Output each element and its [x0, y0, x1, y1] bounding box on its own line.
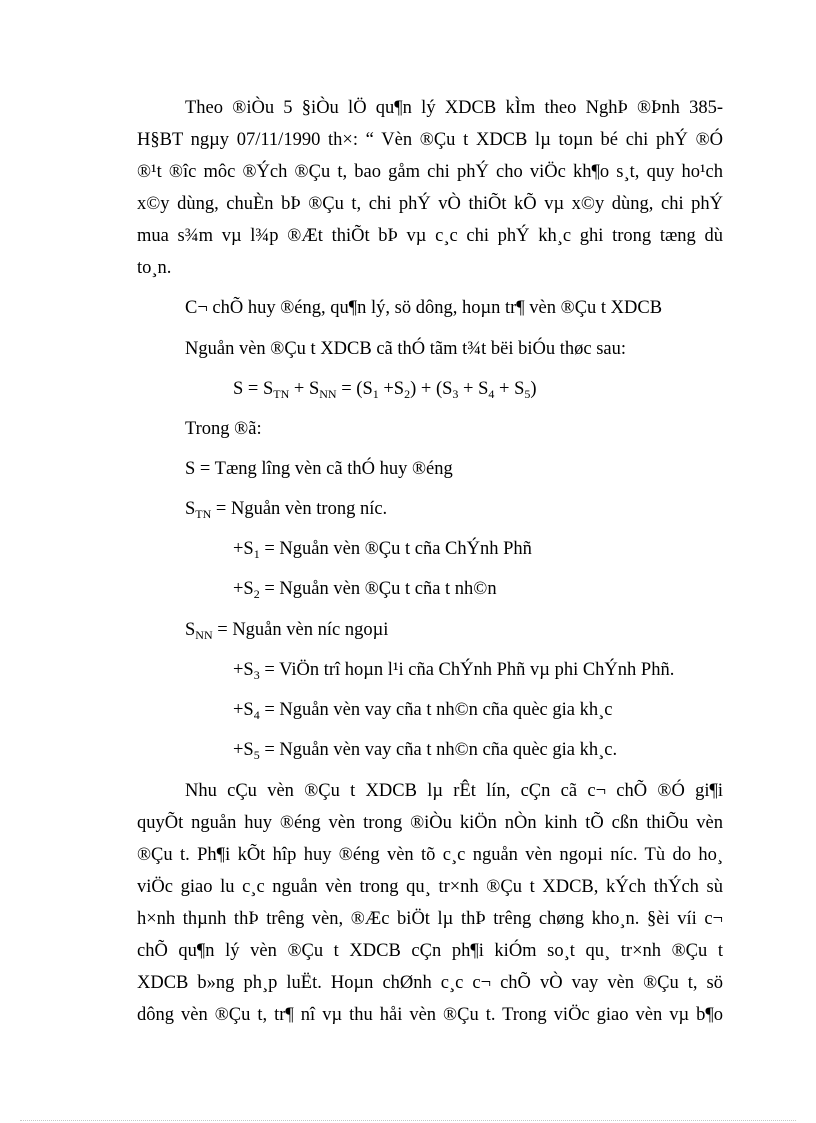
paragraph-line: to¸n.	[137, 258, 172, 278]
paragraph-line: ®Çu t. Ph¶i kÕt hîp huy ®éng vèn tõ c¸c nguån vèn ngoµi níc. Tù do ho¸	[137, 845, 723, 865]
capital-source-line: Nguån vèn ®Çu t XDCB cã thÓ tãm t¾t bëi biÓu thøc sau:	[185, 339, 627, 359]
paragraph-line: chÕ qu¶n lý vèn ®Çu t XDCB cÇn ph¶i kiÓm so¸t qu¸ tr×nh ®Çu t	[137, 941, 723, 961]
source-item-s2: $+S_2$ = Nguån vèn ®Çu t cña t nh©n	[233, 579, 497, 601]
paragraph-line: dông vèn ®Çu t, tr¶ nî vµ thu håi vèn ®Çu t. Trong viÖc giao vèn vµ b¶o	[137, 1005, 723, 1025]
paragraph-line: XDCB b»ng ph¸p luËt. Hoµn chØnh c¸c c¬ chÕ vÒ vay vèn ®Çu t, sö	[137, 973, 723, 993]
domestic-source-definition: $S_{TN}$ = Nguån vèn trong níc.	[185, 499, 388, 521]
total-definition: S = Tæng lîng vèn cã thÓ huy ®éng	[185, 459, 453, 479]
mechanism-line: C¬ chÕ huy ®éng, qu¶n lý, sö dông, hoµn tr¶ vèn ®Çu t XDCB	[185, 298, 663, 318]
paragraph-line: h×nh thµnh thÞ trêng vèn, ®Æc biÖt lµ thÞ trêng chøng kho¸n. §èi víi c¬	[137, 909, 723, 929]
paragraph-line: mua s¾m vµ l¾p ®Æt thiÕt bÞ vµ c¸c chi phÝ kh¸c ghi trong tæng dù	[137, 226, 723, 246]
source-item-s3: $+S_3$ = ViÖn trî hoµn l¹i cña ChÝnh Phñ vµ phi ChÝnh Phñ.	[233, 660, 675, 682]
paragraph-line: ®¹t ®îc môc ®Ých ®Çu t, bao gåm chi phÝ cho viÖc kh¶o s¸t, quy ho¹ch	[137, 162, 723, 182]
paragraph-line: H§BT ngµy 07/11/1990 th×: “ Vèn ®Çu t XDCB lµ toµn bé chi phÝ ®Ó	[137, 130, 723, 150]
paragraph-line: Nhu cÇu vèn ®Çu t XDCB lµ rÊt lín, cÇn cã c¬ chÕ ®Ó gi¶i	[185, 781, 723, 801]
source-item-s5: $+S_5$ = Nguån vèn vay cña t nh©n cña quèc gia kh¸c.	[233, 740, 618, 762]
paragraph-line: viÖc giao lu c¸c nguån vèn trong qu¸ tr×nh ®Çu t XDCB, kÝch thÝch sù	[137, 877, 723, 897]
source-item-s4: $+S_4$ = Nguån vèn vay cña t nh©n cña quèc gia kh¸c	[233, 700, 613, 722]
page-bottom-divider	[20, 1120, 796, 1121]
paragraph-line: x©y dùng, chuÈn bÞ ®Çu t, chi phÝ vÒ thiÕt kÕ vµ x©y dùng, chi phÝ	[137, 194, 723, 214]
paragraph-line: Theo ®iÒu 5 §iÒu lÖ qu¶n lý XDCB kÌm theo NghÞ ®Þnh 385-	[185, 98, 723, 118]
in-which-label: Trong ®ã:	[185, 419, 262, 439]
paragraph-line: quyÕt nguån huy ®éng vèn trong ®iÒu kiÖn nÒn kinh tÕ cßn thiÕu vèn	[137, 813, 723, 833]
formula: $S = S_{TN} + S_{NN} = (S_1 +S_2) + (S_3 + S_4 + S_5)$	[233, 379, 537, 401]
foreign-source-definition: $S_{NN}$ = Nguån vèn níc ngoµi	[185, 620, 389, 642]
source-item-s1: $+S_1$ = Nguån vèn ®Çu t cña ChÝnh Phñ	[233, 539, 532, 561]
